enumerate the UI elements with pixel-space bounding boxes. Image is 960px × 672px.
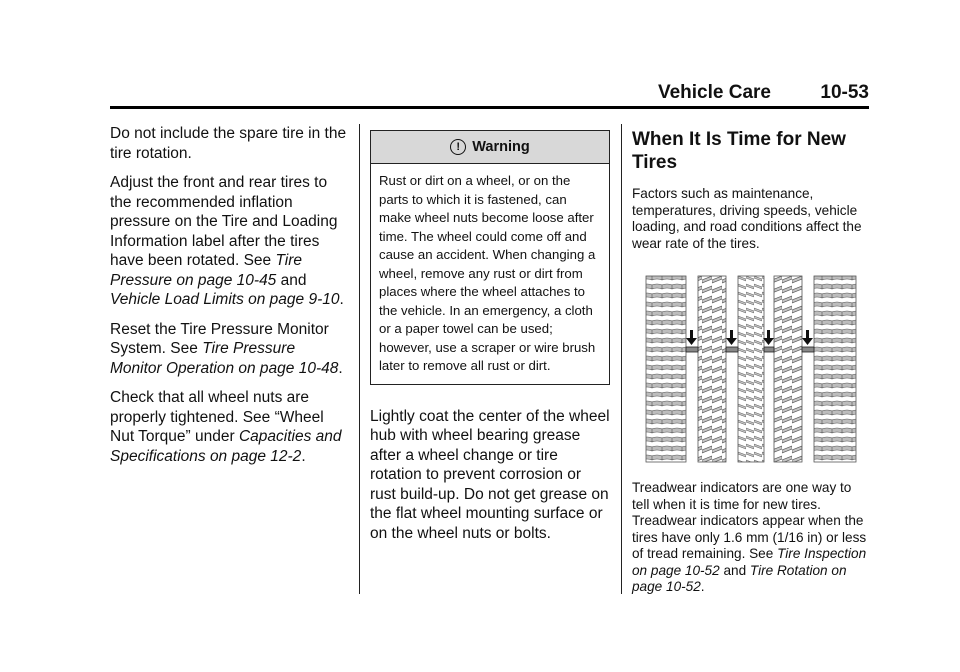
paragraph: Factors such as maintenance, temperatures, driving speeds, vehicle loading, and road conditions affect the wear rate of the tires. (632, 186, 862, 251)
paragraph: Lightly coat the center of the wheel hub with wheel bearing grease after a wheel change or tire rotation to prevent corrosion or rust build-up. Do not get grease on the flat wheel mounting surface or on the wheel nuts or bolts. (370, 407, 610, 542)
warning-title: Warning (472, 139, 530, 155)
cross-reference: Capacities and Specifications on page 12-2 (110, 428, 342, 465)
column-right (632, 124, 872, 606)
paragraph: Do not include the spare tire in the tire rotation. (110, 125, 347, 162)
page-number: 10-53 (820, 82, 869, 103)
warning-text: Rust or dirt on a wheel, or on the parts to which it is fastened, can make wheel nuts become loose after time. The wheel could come off and cause an accident. When changing a wheel, remove any rust or dirt from places where the wheel attaches to the vehicle. In an emergency, a cloth or a paper towel can be used; however, use a scraper or wire brush later to remove all rust or dirt. (379, 173, 596, 373)
column-divider (621, 124, 622, 594)
cross-reference: Vehicle Load Limits on page 9-10 (110, 291, 340, 308)
cross-reference: Tire Inspection on page 10-52 (632, 546, 867, 578)
paragraph: Check that all wheel nuts are properly tightened. See “Wheel Nut Torque” under Capacities and Specifications on page 12-2. (110, 389, 342, 465)
column-middle (370, 124, 610, 553)
treadwear-indicator-illustration (642, 274, 868, 464)
column-divider (359, 124, 360, 594)
paragraph: Reset the Tire Pressure Monitor System. See Tire Pressure Monitor Operation on page 10-48. (110, 320, 343, 377)
cross-reference: Tire Pressure on page 10-45 (110, 252, 303, 289)
cross-reference: Tire Rotation on page 10-52 (632, 562, 847, 594)
section-heading: When It Is Time for New Tires (632, 129, 846, 173)
column-left (110, 124, 350, 476)
paragraph: Treadwear indicators are one way to tell when it is time for new tires. Treadwear indicators appear when the tires have only 1.6 mm (1/16 in) or less of tread remaining. See Tire Inspection on page 10-52 and Tire Rotation on page 10-52. (632, 480, 867, 594)
paragraph: Adjust the front and rear tires to the recommended inflation pressure on the Tire and Loading Information label after the tires have been rotated. See Tire Pressure on page 10-45 and Vehicle Load Limits on page 9-10. (110, 174, 344, 308)
cross-reference: Tire Pressure Monitor Operation on page 10-48 (110, 340, 339, 377)
section-title: Vehicle Care (657, 82, 771, 103)
warning-icon: ! (450, 139, 466, 155)
warning-box (370, 130, 610, 385)
page-header (110, 82, 869, 109)
warning-header (371, 131, 609, 164)
